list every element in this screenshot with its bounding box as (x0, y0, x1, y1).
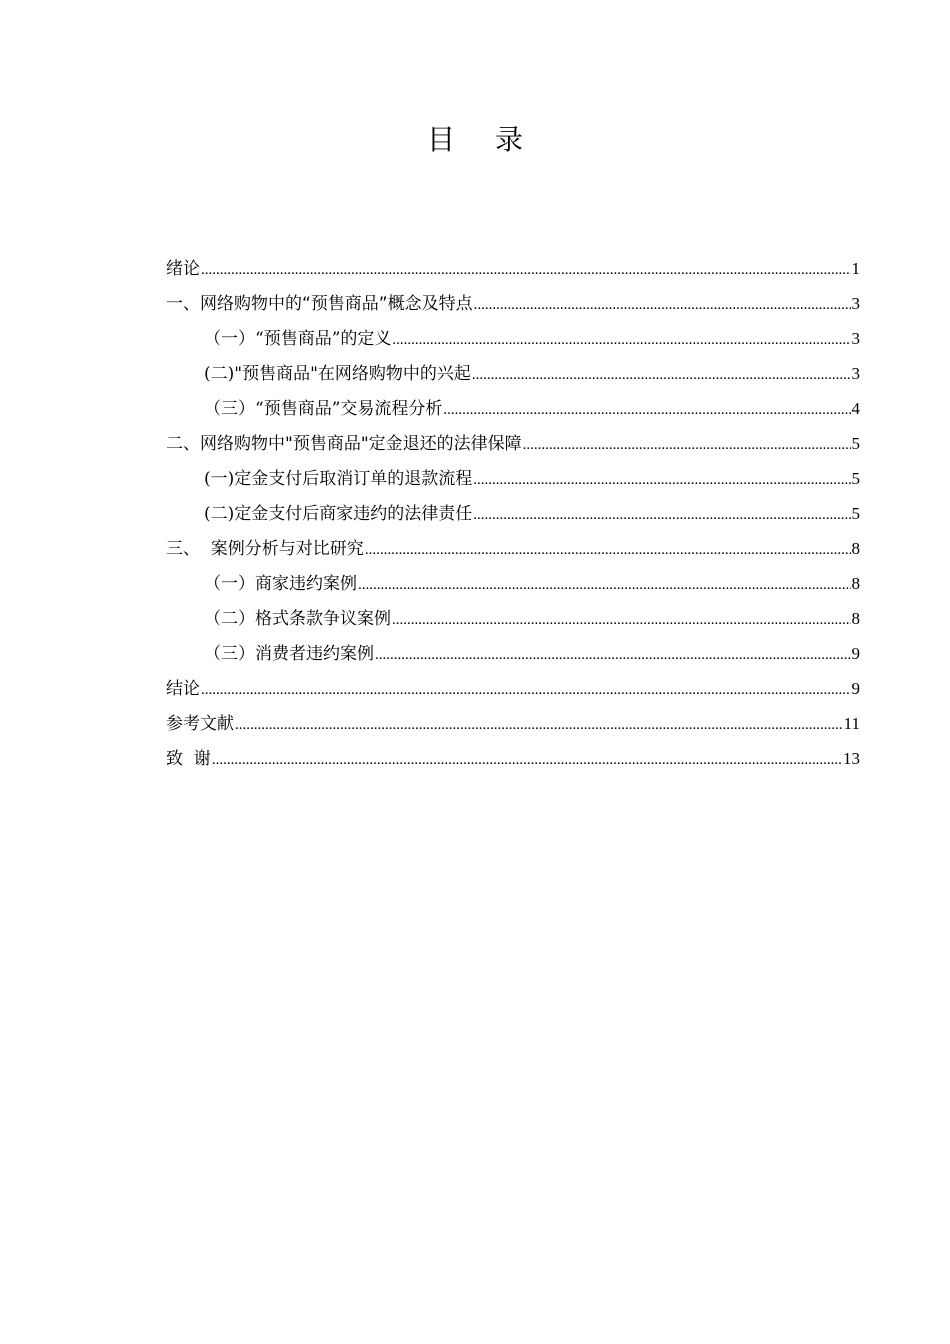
toc-entry[interactable] (166, 426, 860, 461)
toc-entry[interactable] (166, 496, 860, 531)
toc-entry[interactable] (166, 531, 860, 566)
toc-dot-leader (474, 286, 851, 323)
toc-page-number: 11 (843, 714, 860, 733)
toc-entry[interactable] (166, 321, 860, 356)
toc-dot-leader (375, 636, 851, 673)
toc-page-number: 5 (851, 504, 860, 523)
toc-dot-leader (523, 426, 851, 463)
toc-entry-text: 结论 (166, 679, 200, 699)
toc-entry-text: (二)"预售商品"在网络购物中的兴起 (204, 364, 471, 384)
toc-entry-text: 绪论 (166, 259, 200, 279)
toc-entry[interactable] (166, 391, 860, 426)
toc-entry-text: 参考文献 (166, 714, 234, 734)
toc-dot-leader (472, 356, 851, 393)
toc-page-number: 1 (851, 259, 860, 278)
toc-page-number: 5 (851, 469, 860, 488)
toc-entry[interactable] (166, 741, 860, 776)
toc-entry[interactable] (166, 706, 860, 741)
toc-page-number: 4 (851, 399, 860, 418)
toc-dot-leader (201, 251, 851, 288)
toc-entry[interactable] (166, 356, 860, 391)
toc-page-number: 3 (851, 364, 860, 383)
toc-dot-leader (235, 706, 843, 743)
toc-entry-text: （二）格式条款争议案例 (204, 609, 391, 629)
toc-dot-leader (212, 741, 842, 778)
toc-entry-text: 三、 案例分析与对比研究 (166, 539, 364, 559)
toc-entry-text: (一)定金支付后取消订单的退款流程 (204, 469, 473, 489)
toc-dot-leader (392, 321, 850, 358)
toc-entry-text: （三）“预售商品”交易流程分析 (204, 399, 443, 419)
toc-dot-leader (473, 496, 850, 533)
toc-entry[interactable] (166, 601, 860, 636)
toc-dot-leader (365, 531, 851, 568)
toc-page-number: 13 (843, 749, 860, 768)
toc-entry-text: 一、网络购物中的“预售商品”概念及特点 (166, 294, 473, 314)
toc-entry-text: （一）商家违约案例 (204, 574, 357, 594)
toc-entry[interactable] (166, 636, 860, 671)
toc-entry-text: 致 谢 (166, 749, 211, 769)
toc-dot-leader (392, 601, 851, 638)
toc-page-number: 3 (851, 329, 860, 348)
toc-entry[interactable] (166, 671, 860, 706)
toc-page-number: 9 (851, 644, 860, 663)
toc-page-number: 8 (851, 539, 860, 558)
toc-entry[interactable] (166, 566, 860, 601)
toc-entry-text: （一）“预售商品”的定义 (204, 329, 392, 349)
toc-entry[interactable] (166, 251, 860, 286)
toc-page-number: 8 (851, 609, 860, 628)
toc-dot-leader (358, 566, 851, 603)
toc-page-number: 5 (851, 434, 860, 453)
toc-dot-leader (201, 671, 851, 708)
page-title: 目录 (426, 123, 563, 156)
toc-entry[interactable] (166, 461, 860, 496)
toc-entry[interactable] (166, 286, 860, 321)
toc-page-number: 3 (851, 294, 860, 313)
toc-entry-text: （三）消费者违约案例 (204, 644, 374, 664)
toc-entry-text: (二)定金支付后商家违约的法律责任 (204, 504, 473, 524)
toc-page-number: 8 (851, 574, 860, 593)
table-of-contents (166, 251, 860, 776)
toc-dot-leader (443, 391, 850, 428)
toc-entry-text: 二、网络购物中"预售商品"定金退还的法律保障 (166, 434, 522, 454)
toc-dot-leader (473, 461, 850, 498)
toc-page-number: 9 (851, 679, 860, 698)
